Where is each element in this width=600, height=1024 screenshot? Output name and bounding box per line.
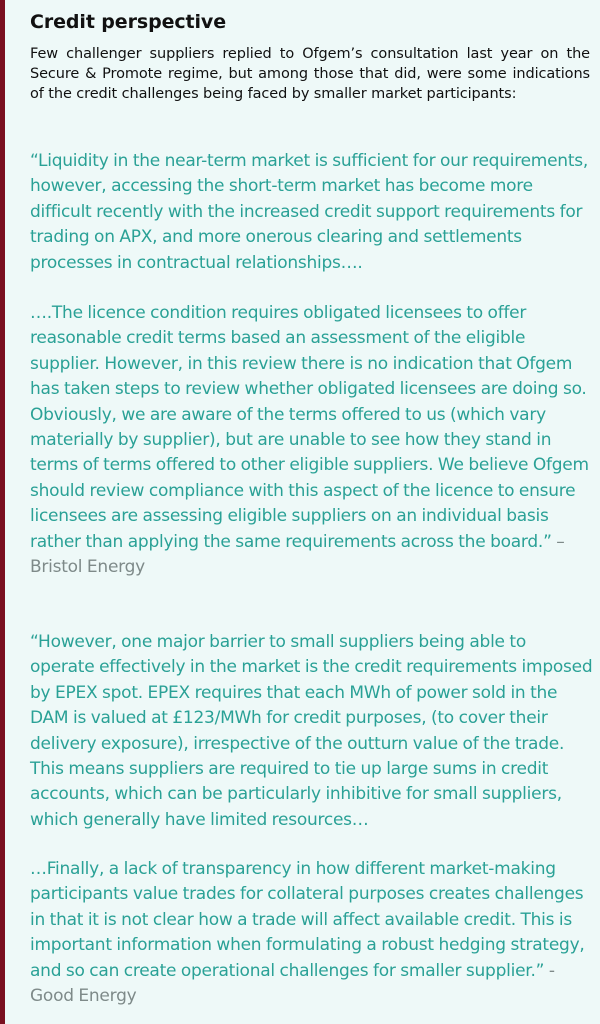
quote-attribution: – Bristol Energy xyxy=(30,531,565,578)
quote-text: “However, one major barrier to small suppliers being able to operate effectively in the market is the credit requirements imposed by EPEX spot. EPEX requires that each MWh of power sold in the DAM is valued at £123/MWh for credit purposes, (to cover their delivery exposure), irrespective of the outturn value of the trade. This means suppliers are required to tie up large sums in credit accounts, which can be particularly inhibitive for small suppliers, which generally have limited resources… xyxy=(30,632,593,830)
quote-attribution: - Good Energy xyxy=(30,960,555,1007)
quote-text: “Liquidity in the near-term market is sufficient for our requirements, however, accessing the short-term market has become more difficult recently with the increased credit support requirements for trading on APX, and more onerous clearing and settlements processes in contractual relationships…. xyxy=(30,151,589,273)
quote-licence-condition xyxy=(30,301,595,580)
quote-text: …Finally, a lack of transparency in how different market-making participants value trades for collateral purposes creates challenges in that it is not clear how a trade will affect available credit. This is important information when formulating a robust hedging strategy, and so can create operational challenges for smaller supplier.” xyxy=(30,859,585,981)
left-accent-bar xyxy=(0,0,5,1024)
intro-paragraph: Few challenger suppliers replied to Ofgem’s consultation last year on the Secure & Promote regime, but among those that did, were some indications of the credit challenges being faced by smaller market participants: xyxy=(30,46,590,102)
quote-transparency xyxy=(30,857,595,1009)
quote-liquidity xyxy=(30,149,595,276)
section-title: Credit perspective xyxy=(30,11,226,33)
quote-epex-barrier xyxy=(30,630,595,833)
quote-text: ….The licence condition requires obligated licensees to offer reasonable credit terms based an assessment of the eligible supplier. However, in this review there is no indication that Ofgem has taken steps to review whether obligated licensees are doing so. Obviously, we are aware of the terms offered to us (which vary materially by supplier), but are unable to see how they stand in terms of terms offered to other eligible suppliers. We believe Ofgem should review compliance with this aspect of the licence to ensure licensees are assessing eligible suppliers on an individual basis rather than applying the same requirements across the board.” xyxy=(30,303,589,552)
